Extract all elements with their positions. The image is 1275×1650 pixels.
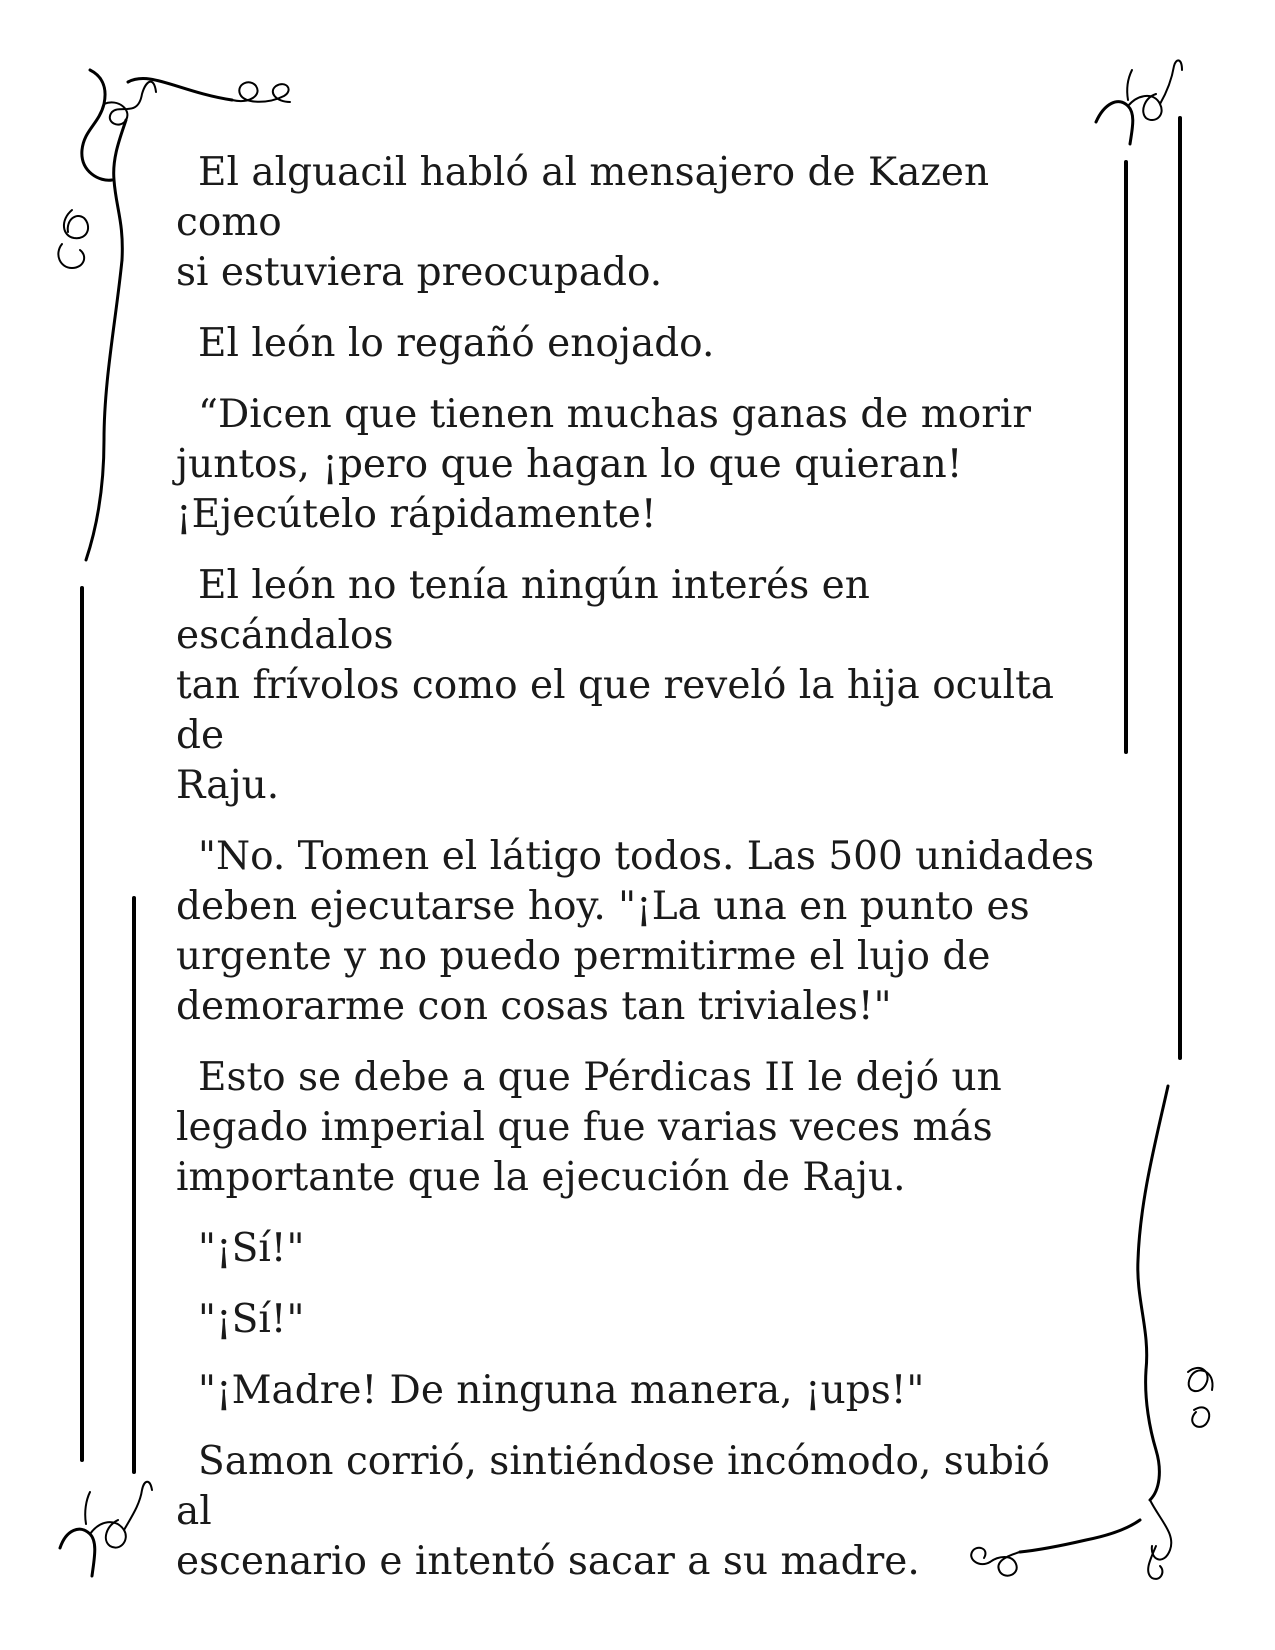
paragraph: El león lo regañó enojado. xyxy=(198,321,715,366)
page-body-text xyxy=(176,148,1096,1608)
paragraph: El alguacil habló al mensajero de Kazen como si estuviera preocupado. xyxy=(176,150,990,295)
paragraph: "¡Madre! De ninguna manera, ¡ups!" xyxy=(198,1368,925,1413)
paragraph: "No. Tomen el látigo todos. Las 500 unidades deben ejecutarse hoy. "¡La una en punto es urgente y no puedo permitirme el lujo de demorarme con cosas tan triviales!" xyxy=(176,834,1095,1029)
paragraph: Samon corrió, sintiéndose incómodo, subió al escenario e intentó sacar a su madre. xyxy=(176,1439,1050,1584)
paragraph: Esto se debe a que Pérdicas II le dejó un legado imperial que fue varias veces más importante que la ejecución de Raju. xyxy=(176,1055,1002,1200)
paragraph: El león no tenía ningún interés en escándalos tan frívolos como el que reveló la hija oculta de Raju. xyxy=(176,563,1055,808)
paragraph: "¡Sí!" xyxy=(198,1297,305,1342)
bottom-left-flourish xyxy=(60,1482,152,1576)
top-right-flourish xyxy=(1096,60,1182,144)
paragraph: “Dicen que tienen muchas ganas de morir juntos, ¡pero que hagan lo que quieran! ¡Ejecútelo rápidamente! xyxy=(176,392,1031,537)
paragraph: "¡Sí!" xyxy=(198,1226,305,1271)
